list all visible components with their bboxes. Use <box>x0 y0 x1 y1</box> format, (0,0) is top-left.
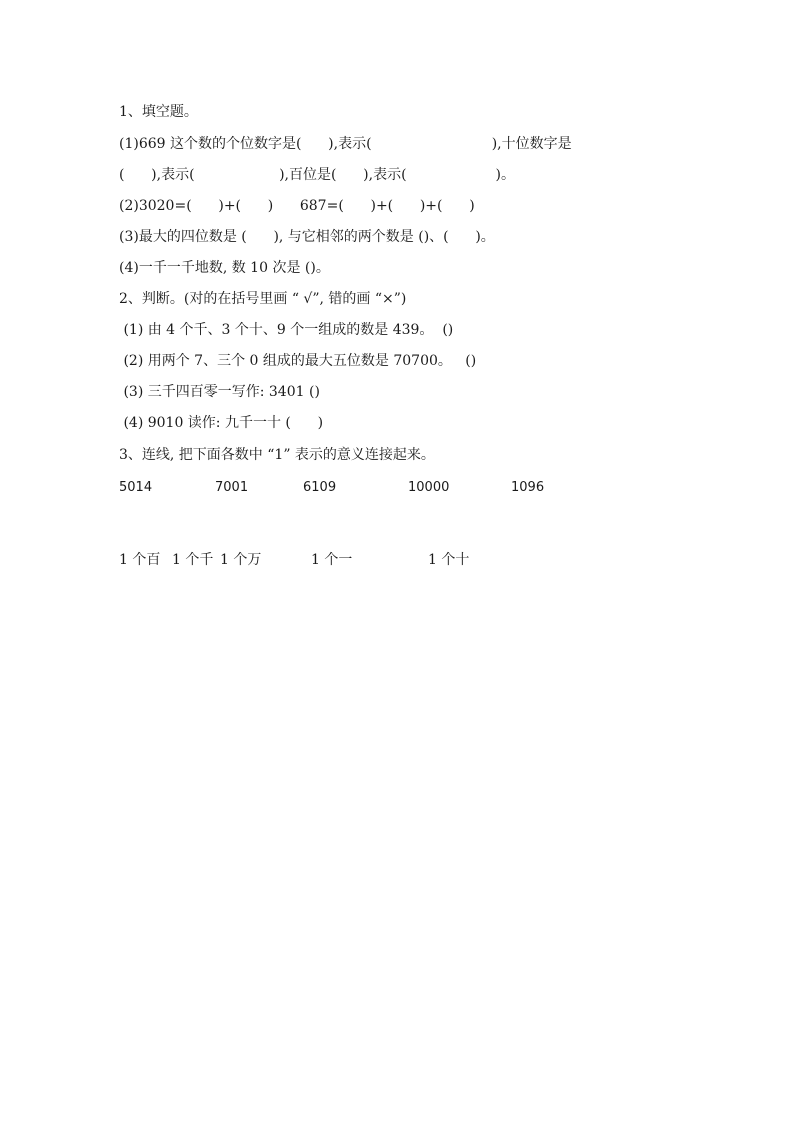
judgement-item-2: (2) 用两个 7、三个 0 组成的最大五位数是 70700。 () <box>119 353 477 369</box>
section1-heading: 1、填空题。 <box>119 104 198 120</box>
unit-ten: 1 个十 <box>428 552 470 568</box>
question-2: (2)3020=( )+( ) 687=( )+( )+( ) <box>119 198 475 214</box>
section2-heading: 2、判断。(对的在括号里画 “ √”, 错的画 “×”) <box>119 291 407 307</box>
judgement-item-3: (3) 三千四百零一写作: 3401 () <box>119 384 320 400</box>
question-3: (3)最大的四位数是 ( ), 与它相邻的两个数是 ()、( )。 <box>119 229 495 245</box>
unit-ten-thousand: 1 个万 <box>220 552 262 568</box>
unit-hundred: 1 个百 <box>119 552 161 568</box>
judgement-item-4: (4) 9010 读作: 九千一十 ( ) <box>119 415 324 431</box>
number-6109: 6109 <box>303 480 337 495</box>
number-1096: 1096 <box>511 480 545 495</box>
unit-thousand: 1 个千 <box>172 552 214 568</box>
section3-heading: 3、连线, 把下面各数中 “1” 表示的意义连接起来。 <box>119 447 435 463</box>
question-1-line-2: ( ),表示( ),百位是( ),表示( )。 <box>119 167 516 183</box>
unit-one: 1 个一 <box>311 552 353 568</box>
question-4: (4)一千一千地数, 数 10 次是 ()。 <box>119 260 330 276</box>
number-7001: 7001 <box>215 480 249 495</box>
judgement-item-1: (1) 由 4 个千、3 个十、9 个一组成的数是 439。 () <box>119 322 454 338</box>
question-1-line-1: (1)669 这个数的个位数字是( ),表示( ),十位数字是 <box>119 136 572 152</box>
number-10000: 10000 <box>408 480 450 495</box>
number-5014: 5014 <box>119 480 153 495</box>
